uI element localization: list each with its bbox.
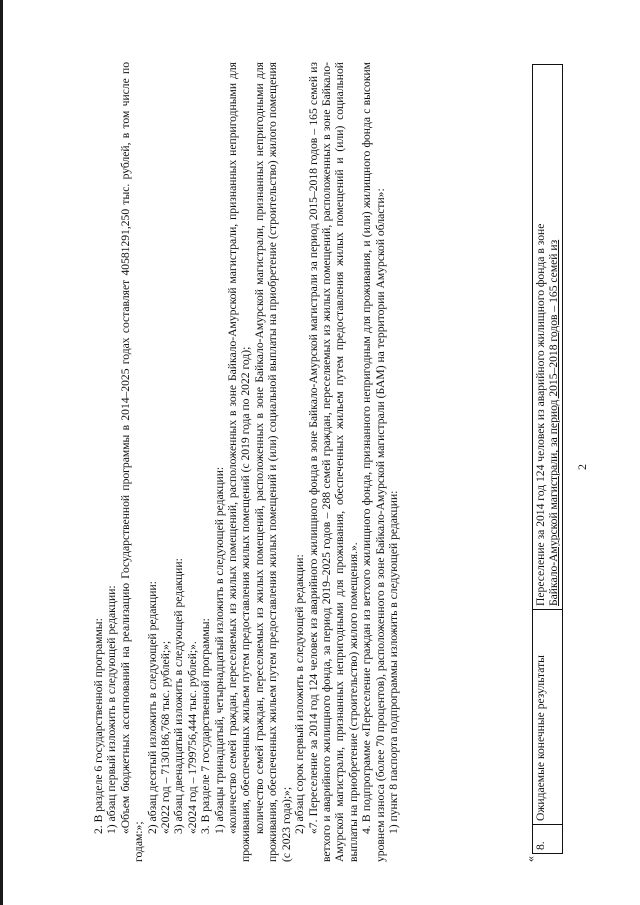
paragraph: «2022 год – 7130186,768 тыс. рублей;»;: [159, 640, 173, 834]
value-line-1: Переселение за 2014 год 124 человек из аварийного жилищного фонда в зоне: [534, 223, 547, 606]
paragraph: количество семей граждан, переселяемых из жилых помещений, расположенных в зоне Байкало-Амурской магистрали, признанных непригодными для проживания, обеспеченных жильем путем предоставления жилых помещений и (или) социальной выплаты на приобретение (строительство) жилого помещения (с 2023 года);»;: [252, 62, 293, 862]
row-label-cell: Ожидаемые конечные результаты: [533, 610, 563, 825]
paragraph: 3. В разделе 7 государственной программы:: [199, 618, 213, 834]
page-number: 2: [575, 464, 589, 470]
paragraph: 2) абзац десятый изложить в следующей редакции:: [145, 581, 159, 834]
paragraph: «количество семей граждан, переселяемых из жилых помещений, расположенных в зоне Байкало-Амурской магистрали, признанных непригодными для проживания, обеспеченных жильем путем предоставления жилых помещений (с 2019 года по 2022 год);: [226, 62, 253, 862]
paragraph: 3) абзац двенадцатый изложить в следующей редакции:: [172, 558, 186, 834]
rotated-document-page: [92, 62, 589, 862]
paragraph: 2. В разделе 6 государственной программы:: [92, 618, 105, 834]
paragraph: 1) абзац первый изложить в следующей редакции:: [105, 585, 119, 834]
value-line-2: Байкало-Амурской магистрали, за период 2015–2018 годов – 165 семей из: [547, 239, 561, 606]
paragraph: 4. В подпрограмме «Переселение граждан из ветхого жилищного фонда, признанного непригодным для проживания, и (или) жилищного фонда с высоким уровнем износа (более 70 процентов), расположенного в зоне Байкало-Амурской магистрали (БАМ) на территории Амурской области»:: [360, 62, 387, 862]
row-number-cell: 8.: [533, 825, 563, 854]
paragraph: «Объем бюджетных ассигнований на реализацию Государственной программы в 2014–2025 годах составляет 40581291,250 тыс. рублей, в том числе по годам:»;: [118, 62, 146, 862]
paragraph: «7. Переселение за 2014 год 124 человек из аварийного жилищного фонда в зоне Байкало-Амурской магистрали за период 2015–2018 годов – 165 семей из ветхого и аварийного жилищного фонда, за период 2019–2025 годов – 288 семей граждан, переселяемых из жилых помещений, расположенных в зоне Байкало-Амурской магистрали, признанных непригодными для проживания, обеспеченных жильем путем предоставления жилых помещений и (или) социальной выплаты на приобретение (строительство) жилого помещения.».: [306, 62, 360, 862]
paragraph: 1) пункт 8 паспорта подпрограммы изложить в следующей редакции:: [386, 490, 400, 834]
table-opening-quote: «: [523, 856, 537, 862]
row-value-cell: [533, 65, 563, 610]
passport-table: [532, 64, 563, 854]
paragraph: «2024 год – 1799756,444 тыс. рублей;».: [185, 641, 199, 834]
table-row: [533, 65, 563, 854]
document-body: [92, 62, 400, 862]
paragraph: 2) абзац сорок первый изложить в следующей редакции:: [293, 554, 307, 834]
paragraph: 1) абзацы тринадцатый, четырнадцатый изложить в следующей редакции:: [212, 466, 226, 834]
page-left-edge: [0, 0, 3, 905]
